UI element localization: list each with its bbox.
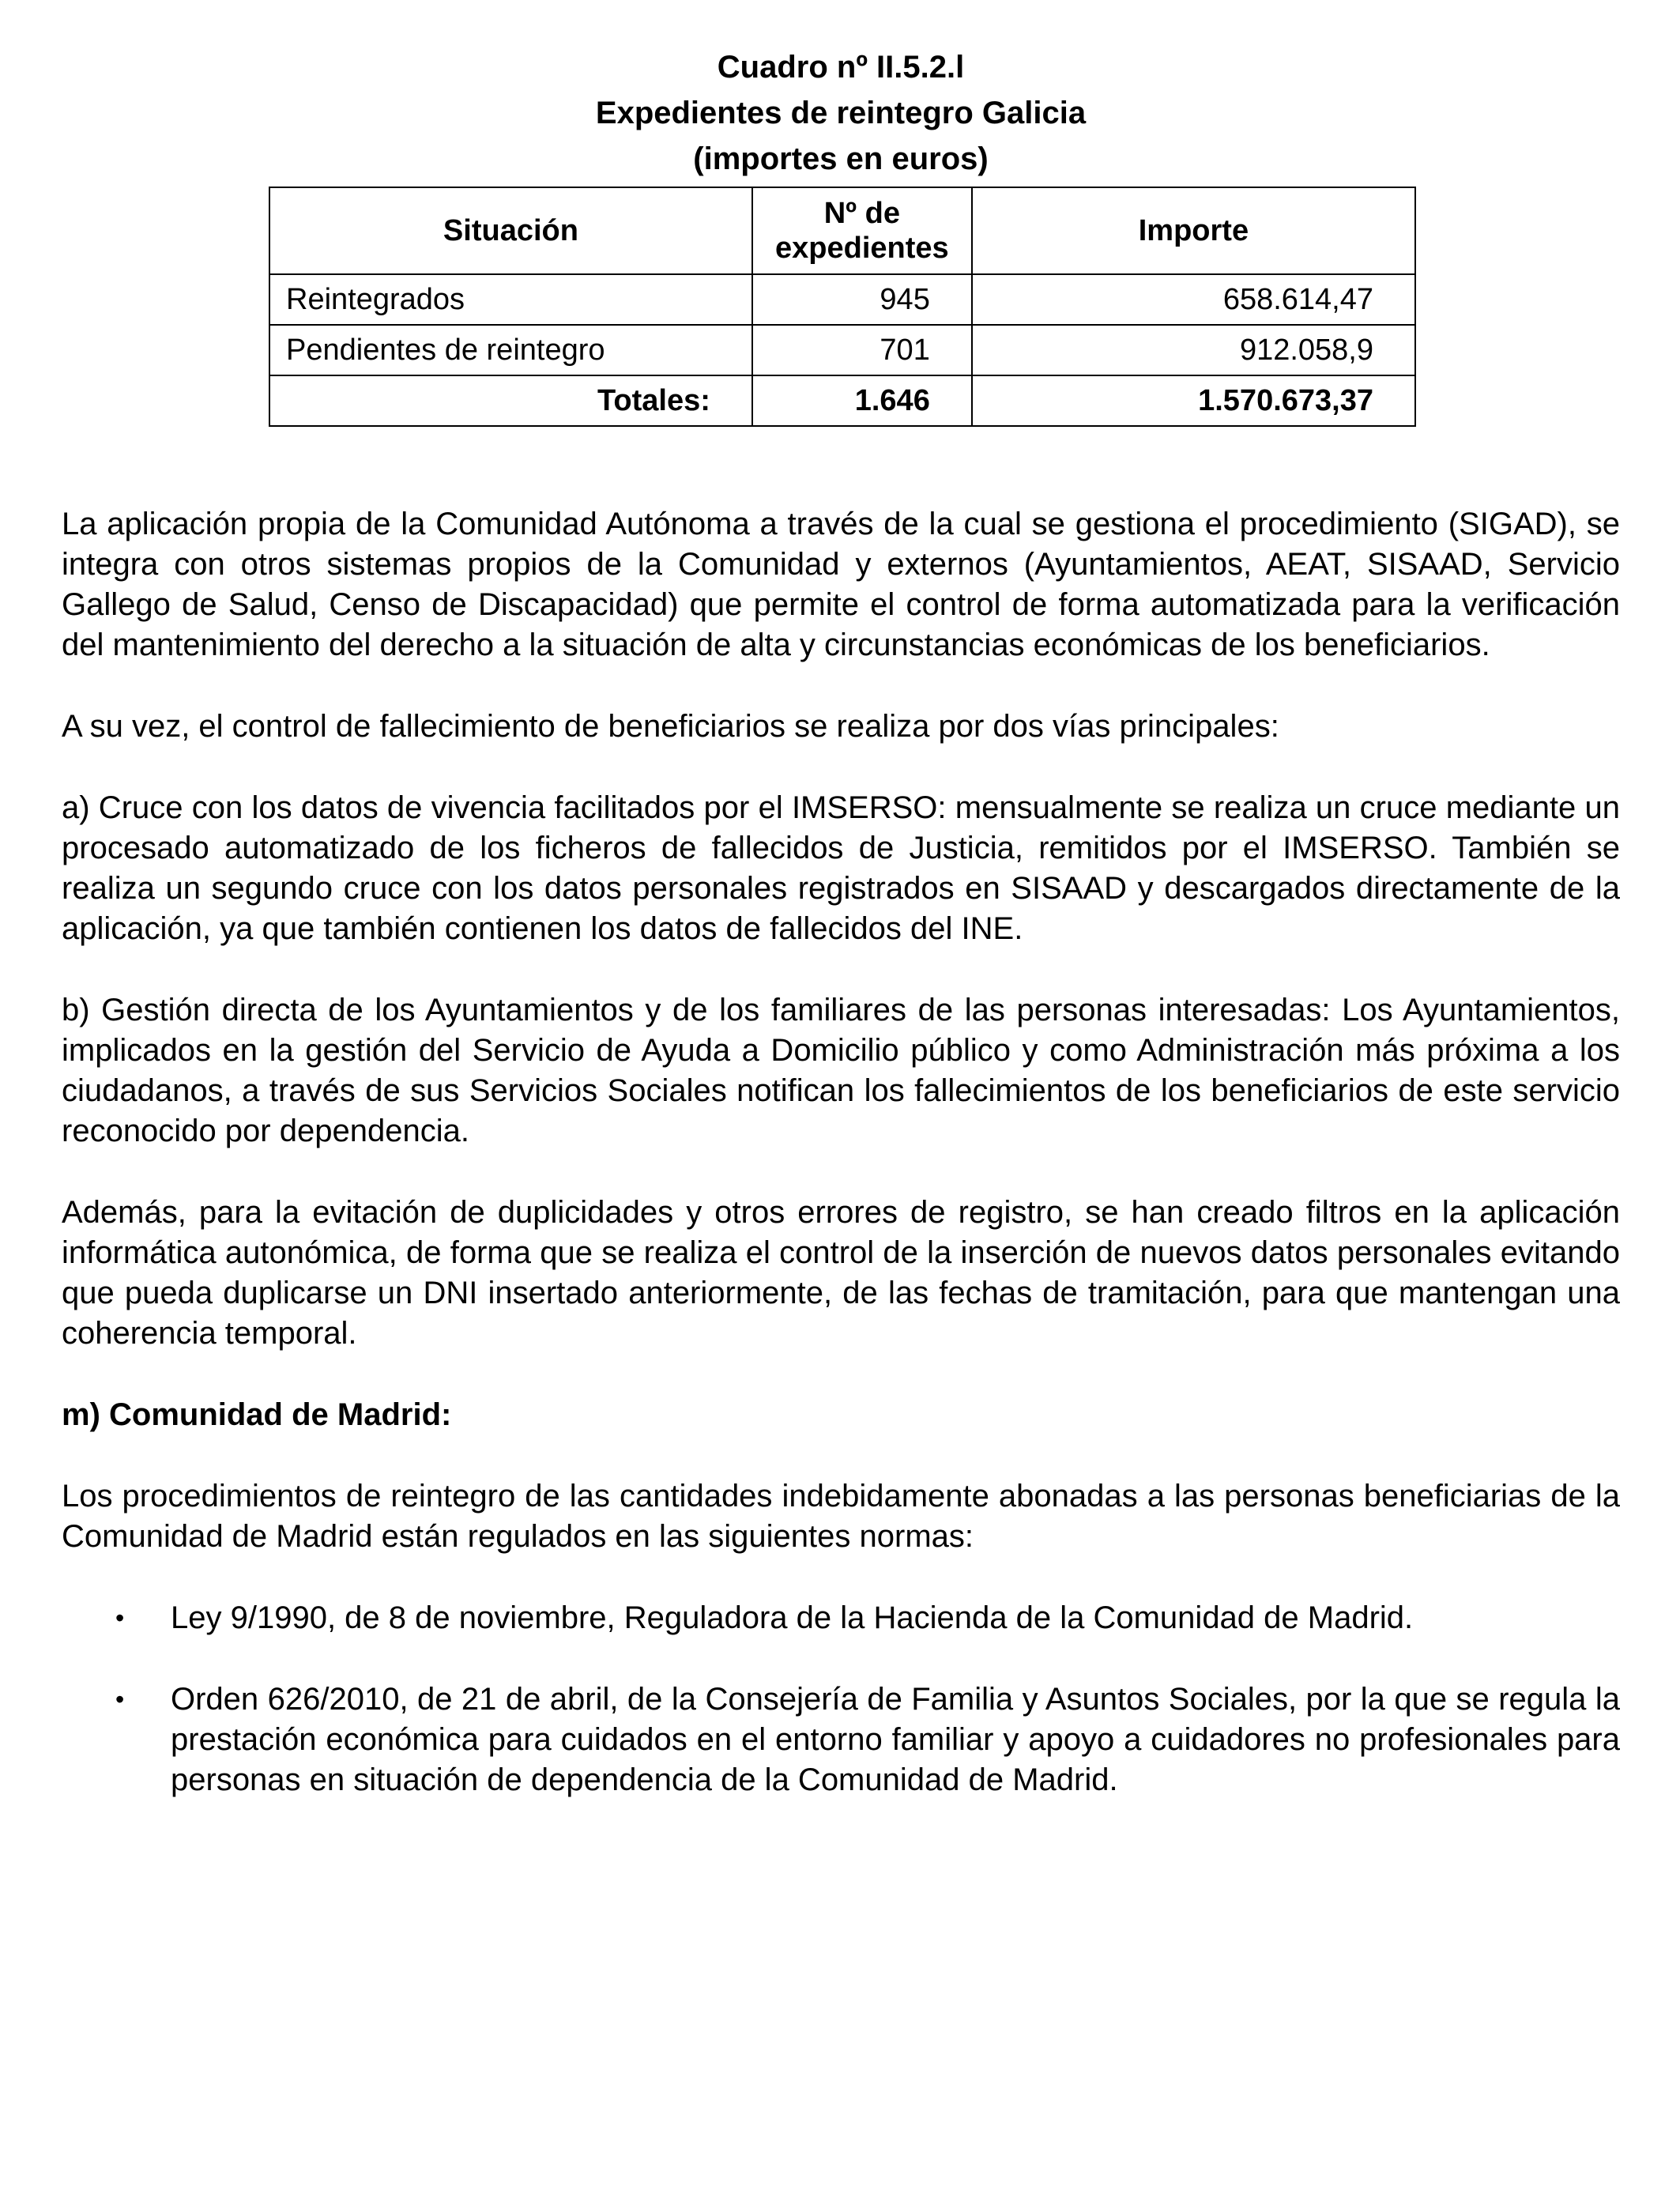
- caption-units: (importes en euros): [693, 141, 989, 176]
- table-row: [269, 274, 1415, 325]
- list-item-text: Orden 626/2010, de 21 de abril, de la Consejería de Familia y Asuntos Sociales, por la que se regula la prestación económica para cuidados en el entorno familiar y apoyo a cuidadores no profesionales para personas en situación de dependencia de la Comunidad de Madrid.: [171, 1682, 1620, 1797]
- cell-expedientes: 701: [752, 325, 972, 375]
- table-totals-row: [269, 375, 1415, 426]
- header-importe: Importe: [972, 187, 1415, 274]
- paragraph-procedimientos-madrid: Los procedimientos de reintegro de las cantidades indebidamente abonadas a las personas beneficiarias de la Comunidad de Madrid están regulados en las siguientes normas:: [62, 1479, 1620, 1554]
- header-expedientes-line1: Nº de: [823, 197, 900, 230]
- section-heading-madrid: m) Comunidad de Madrid:: [62, 1397, 452, 1432]
- paragraph-duplicidades: Además, para la evitación de duplicidades y otros errores de registro, se han creado filtros en la aplicación informática autonómica, de forma que se realiza el control de la inserción de nuevos datos personales evitando que pueda duplicarse un DNI insertado anteriormente, de las fechas de tramitación, para que mantengan una coherencia temporal.: [62, 1195, 1620, 1351]
- totals-importe: 1.570.673,37: [972, 375, 1415, 426]
- header-situacion: Situación: [269, 187, 752, 274]
- header-expedientes: [752, 187, 972, 274]
- list-item: [62, 1679, 1620, 1800]
- paragraph-gestion-ayuntamientos: b) Gestión directa de los Ayuntamientos y de los familiares de las personas interesadas: Los Ayuntamientos, implicados en la gestión del Servicio de Ayuda a Domicilio público y como Administración más próxima a los ciudadanos, a través de sus Servicios Sociales notifican los fallecimientos de los beneficiarios de este servicio reconocido por dependencia.: [62, 993, 1620, 1148]
- list-item-text: Ley 9/1990, de 8 de noviembre, Reguladora de la Hacienda de la Comunidad de Madrid.: [171, 1600, 1414, 1635]
- table-row: [269, 325, 1415, 375]
- header-expedientes-line2: expedientes: [775, 232, 949, 265]
- cell-importe: 658.614,47: [972, 274, 1415, 325]
- table-header-row: [269, 187, 1415, 274]
- reintegro-table: [269, 187, 1416, 427]
- totals-label: Totales:: [269, 375, 752, 426]
- totals-expedientes: 1.646: [752, 375, 972, 426]
- document-page: [62, 44, 1620, 1800]
- bullet-icon: •: [115, 1604, 125, 1632]
- normas-list: [62, 1598, 1620, 1800]
- cell-importe: 912.058,9: [972, 325, 1415, 375]
- cell-expedientes: 945: [752, 274, 972, 325]
- bullet-icon: •: [115, 1685, 125, 1713]
- paragraph-control-fallecimiento: A su vez, el control de fallecimiento de beneficiarios se realiza por dos vías principales:: [62, 709, 1279, 744]
- list-item: [62, 1598, 1620, 1638]
- table-caption: [62, 44, 1620, 182]
- cell-situacion: Reintegrados: [269, 274, 752, 325]
- cell-situacion: Pendientes de reintegro: [269, 325, 752, 375]
- paragraph-sigad: La aplicación propia de la Comunidad Autónoma a través de la cual se gestiona el procedimiento (SIGAD), se integra con otros sistemas propios de la Comunidad y externos (Ayuntamientos, AEAT, SISAAD, Servicio Gallego de Salud, Censo de Discapacidad) que permite el control de forma automatizada para la verificación del mantenimiento del derecho a la situación de alta y circunstancias económicas de los beneficiarios.: [62, 507, 1620, 662]
- caption-title: Expedientes de reintegro Galicia: [595, 96, 1087, 130]
- paragraph-cruce-imserso: a) Cruce con los datos de vivencia facilitados por el IMSERSO: mensualmente se realiza un cruce mediante un procesado automatizado de los ficheros de fallecidos de Justicia, remitidos por el IMSERSO. También se realiza un segundo cruce con los datos personales registrados en SISAAD y descargados directamente de la aplicación, ya que también contienen los datos de fallecidos del INE.: [62, 790, 1620, 946]
- caption-number: Cuadro nº II.5.2.l: [717, 50, 965, 85]
